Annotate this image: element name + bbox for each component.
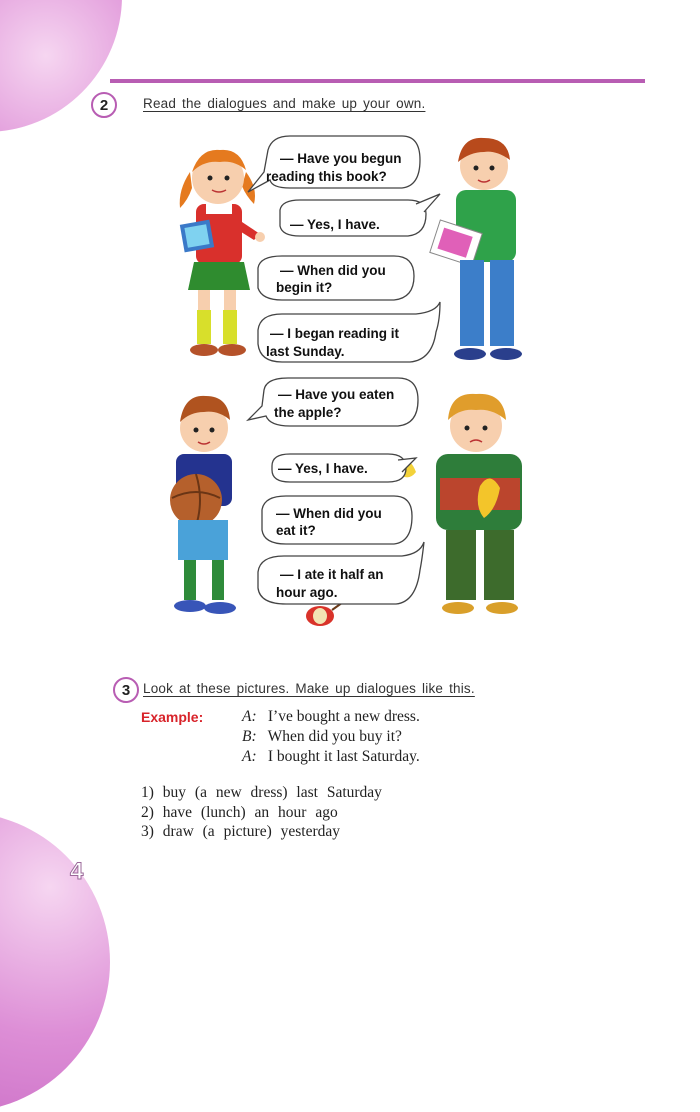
girl-illustration: [180, 150, 265, 356]
dialogue-2-line-4b: hour ago.: [276, 585, 338, 600]
task-item: 1) buy (a new dress) last Saturday: [141, 784, 382, 801]
dialogue-2-line-1a: — Have you eaten: [278, 387, 395, 402]
example-line-2: [242, 728, 402, 746]
dialogue-illustration: [140, 130, 540, 640]
example-speaker: A:: [242, 708, 257, 725]
example-text: When did you buy it?: [267, 728, 402, 745]
example-speaker: A:: [242, 748, 257, 765]
speech-bubble-6: [272, 454, 416, 482]
speech-bubble-3: [258, 256, 414, 300]
boy-with-ball-illustration: [170, 396, 236, 614]
dialogue-2-line-4a: — I ate it half an: [280, 567, 384, 582]
exercise-2-instruction: Read the dialogues and make up your own.: [143, 96, 426, 111]
header-rule: [110, 79, 645, 83]
corner-decoration-bottom: [0, 812, 110, 1112]
dialogue-1-line-3a: — When did you: [280, 263, 386, 278]
dialogue-2-line-2: — Yes, I have.: [278, 461, 368, 476]
dialogue-1-line-1b: reading this book?: [266, 169, 387, 184]
example-line-1: [242, 708, 420, 726]
task-item: 2) have (lunch) an hour ago: [141, 804, 338, 821]
dialogue-1-line-1a: — Have you begun: [280, 151, 402, 166]
dialogue-1-line-2: — Yes, I have.: [290, 217, 380, 232]
example-label: Example:: [141, 709, 204, 725]
task-item: 3) draw (a picture) yesterday: [141, 823, 341, 840]
page-number: 4: [70, 858, 84, 885]
speech-bubble-2: [280, 194, 440, 236]
exercise-3-number: 3: [113, 677, 139, 703]
exercise-2-number: 2: [91, 92, 117, 118]
dialogue-2-line-3b: eat it?: [276, 523, 316, 538]
example-speaker: B:: [242, 728, 257, 745]
dialogue-2-line-1b: the apple?: [274, 405, 342, 420]
speech-bubble-4: [258, 302, 440, 362]
speech-bubble-1: [248, 136, 420, 192]
speech-bubble-7: [262, 496, 412, 544]
dialogue-1-line-3b: begin it?: [276, 280, 333, 295]
dialogue-1-line-4a: — I began reading it: [270, 326, 400, 341]
dialogue-1-line-4b: last Sunday.: [266, 344, 345, 359]
exercise-3-instruction: Look at these pictures. Make up dialogues like this.: [143, 681, 475, 696]
boy-with-book-illustration: [430, 138, 522, 360]
example-text: I’ve bought a new dress.: [267, 708, 420, 725]
dialogue-2-line-3a: — When did you: [276, 506, 382, 521]
speech-bubble-5: [248, 378, 418, 426]
example-text: I bought it last Saturday.: [267, 748, 420, 765]
example-line-3: [242, 748, 420, 766]
speech-bubble-8: [258, 542, 424, 604]
